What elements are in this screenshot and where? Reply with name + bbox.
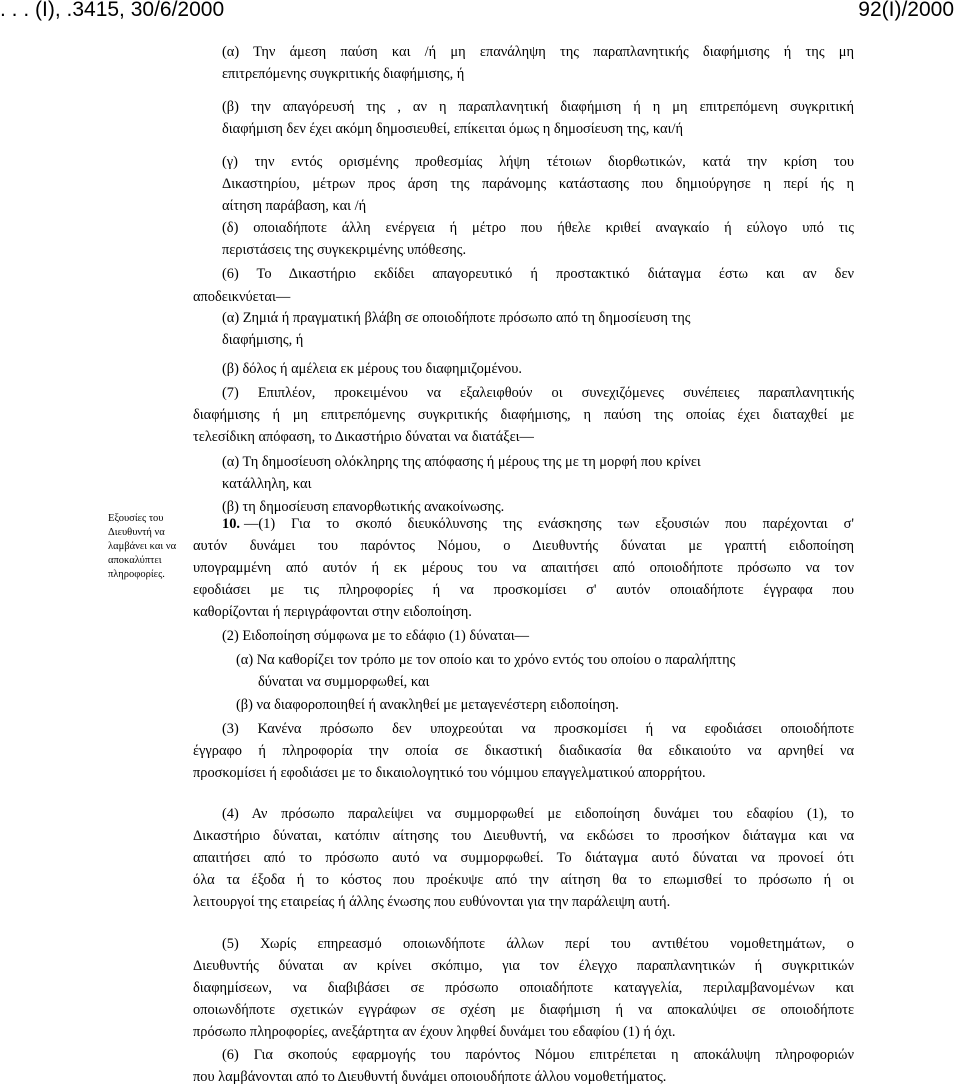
text-line: (α) Τη δημοσίευση ολόκληρης της απόφασης ή μέρους της με τη μορφή που κρίνει bbox=[222, 454, 701, 470]
text-line: επιτρεπόμενης συγκριτικής διαφήμισης, ή bbox=[222, 66, 465, 82]
text-line: προσκομίσει ή εφοδιάσει με το δικαιολογητικό του νόμιμου επαγγελματικού απορρήτου. bbox=[193, 765, 706, 781]
text-line: (α) Να καθορίζει τον τρόπο με τον οποίο και το χρόνο εντός του οποίου ο παραλήπτης bbox=[236, 652, 736, 668]
margin-note-line: Εξουσίες του bbox=[108, 513, 164, 524]
text-line: Δικαστηρίου, μέτρων προς άρση της παράνομης κατάστασης που δημιούργησε η περί ής η bbox=[222, 176, 854, 192]
text-line: πρόσωπο πληροφορίες, ανεξάρτητα αν έχουν ληφθεί δυνάμει του εδαφίου (1) ή όχι. bbox=[193, 1024, 676, 1040]
section-number: 10. bbox=[222, 516, 240, 532]
text-line: υπογραμμένη από αυτόν ή εκ μέρους του να απαιτήσει από οποιοδήποτε πρόσωπο να τον bbox=[193, 560, 854, 576]
text-line: οποιωνδήποτε σχετικών εγγράφων σε σχέση με διαφήμιση ή να αποκαλύψει σε οποιοδήποτε bbox=[193, 1002, 854, 1018]
text-line: (5) Χωρίς επηρεασμό οποιωνδήποτε άλλων περί του αντιθέτου νομοθετημάτων, ο bbox=[222, 936, 854, 952]
text-line: (γ) την εντός ορισμένης προθεσμίας λήψη τέτοιων διορθωτικών, κατά την κρίση του bbox=[222, 154, 854, 170]
text-line: έγγραφο ή πληροφορία την οποία σε δικαστική διαδικασία θα εδικαιούτο να αρνηθεί να bbox=[193, 743, 854, 759]
text-line: απαιτήσει από το πρόσωπο αυτό να συμμορφωθεί. Το διάταγμα αυτό δύναται να προνοεί ότι bbox=[193, 850, 854, 866]
text-line: διαφήμιση δεν έχει ακόμη δημοσιευθεί, επίκειται όμως η δημοσίευση της, και/ή bbox=[222, 121, 683, 137]
text-line: τελεσίδικη απόφαση, το Δικαστήριο δύναται να διατάξει— bbox=[193, 429, 534, 445]
text-line: —(1) Για το σκοπό διευκόλυνσης της ενάσκησης των εξουσιών που παρέχονται σ' bbox=[244, 516, 854, 532]
header-left: . . . (Ι), .3415, 30/6/2000 bbox=[0, 0, 225, 21]
text-line: (2) Ειδοποίηση σύμφωνα με το εδάφιο (1) δύναται— bbox=[222, 628, 529, 644]
text-line: αποδεικνύεται— bbox=[193, 289, 291, 305]
text-line: που λαμβάνονται από το Διευθυντή δυνάμει οποιουδήποτε άλλου νομοθετήματος. bbox=[193, 1069, 667, 1085]
text-line: (β) τη δημοσίευση επανορθωτικής ανακοίνωσης. bbox=[222, 499, 505, 515]
text-line: (α) Ζημιά ή πραγματική βλάβη σε οποιοδήποτε πρόσωπο από τη δημοσίευση της bbox=[222, 310, 691, 326]
text-line: Διευθυντής δύναται αν κρίνει σκόπιμο, για τον έλεγχο παραπλανητικών ή συγκριτικών bbox=[193, 958, 854, 974]
text-line: (β) να διαφοροποιηθεί ή ανακληθεί με μεταγενέστερη ειδοποίηση. bbox=[236, 697, 619, 713]
text-line: δύναται να συμμορφωθεί, και bbox=[258, 674, 430, 690]
text-line: αίτηση παράβαση, και /ή bbox=[222, 198, 367, 214]
text-line: όλα τα έξοδα ή το κόστος που προέκυψε από την αίτηση θα το επωμισθεί το πρόσωπο ή οι bbox=[193, 872, 854, 888]
text-line: (δ) οποιαδήποτε άλλη ενέργεια ή μέτρο που ήθελε κριθεί αναγκαίο ή εύλογο υπό τις bbox=[222, 220, 854, 236]
text-line: (6) Για σκοπούς εφαρμογής του παρόντος Νόμου επιτρέπεται η αποκάλυψη πληροφοριών bbox=[222, 1047, 854, 1063]
text-line: (β) δόλος ή αμέλεια εκ μέρους του διαφημιζομένου. bbox=[222, 361, 522, 377]
text-line: διαφήμισης, ή bbox=[222, 332, 304, 348]
text-line: λειτουργοί της εταιρείας ή άλλης ένωσης που ευθύνονται για την παράλειψη αυτή. bbox=[193, 894, 671, 910]
margin-note-line: πληροφορίες. bbox=[108, 569, 165, 580]
text-line: διαφημίσεων, να διαβιβάσει σε πρόσωπο οποιαδήποτε καταγγελία, περιλαμβανομένων και bbox=[193, 980, 854, 996]
margin-note-line: Διευθυντή να bbox=[108, 527, 165, 538]
text-line: αυτόν δυνάμει του παρόντος Νόμου, ο Διευθυντής δύναται με γραπτή ειδοποίηση bbox=[193, 538, 854, 554]
margin-note-line: λαμβάνει και να bbox=[108, 541, 177, 552]
text-line: εφοδιάσει με τις πληροφορίες ή να προσκομίσει σ' αυτόν οποιαδήποτε έγγραφα που bbox=[193, 582, 854, 598]
margin-note-line: αποκαλύπτει bbox=[108, 555, 162, 566]
text-line: (6) Το Δικαστήριο εκδίδει απαγορευτικό ή προστακτικό διάταγμα έστω και αν δεν bbox=[222, 266, 854, 282]
text-line: (7) Επιπλέον, προκειμένου να εξαλειφθούν οι συνεχιζόμενες συνέπειες παραπλανητικής bbox=[222, 385, 854, 401]
text-line: (β) την απαγόρευσή της , αν η παραπλανητική διαφήμιση ή η μη επιτρεπόμενη συγκριτική bbox=[222, 99, 854, 115]
text-line: (3) Κανένα πρόσωπο δεν υποχρεούται να προσκομίσει ή να εφοδιάσει οποιοδήποτε bbox=[222, 721, 854, 737]
text-line: (α) Την άμεση παύση και /ή μη επανάληψη της παραπλανητικής διαφήμισης ή της μη bbox=[222, 44, 854, 60]
text-line: περιστάσεις της συγκεκριμένης υπόθεσης. bbox=[222, 242, 467, 258]
text-line: καθορίζονται ή περιγράφονται στην ειδοποίηση. bbox=[193, 604, 472, 620]
margin-note bbox=[108, 512, 192, 582]
header-right: 92(Ι)/2000 bbox=[858, 0, 954, 21]
text-line: διαφήμισης ή μη επιτρεπόμενης συγκριτικής διαφήμισης, η παύση της οποίας έχει διαταχθεί με bbox=[193, 407, 854, 423]
text-line: (4) Αν πρόσωπο παραλείψει να συμμορφωθεί με ειδοποίηση δυνάμει του εδαφίου (1), το bbox=[222, 806, 854, 822]
text-line: κατάλληλη, και bbox=[222, 476, 312, 492]
text-line: Δικαστήριο δύναται, κατόπιν αίτησης του Διευθυντή, να εκδώσει το προσήκον διάταγμα και να bbox=[193, 828, 854, 844]
